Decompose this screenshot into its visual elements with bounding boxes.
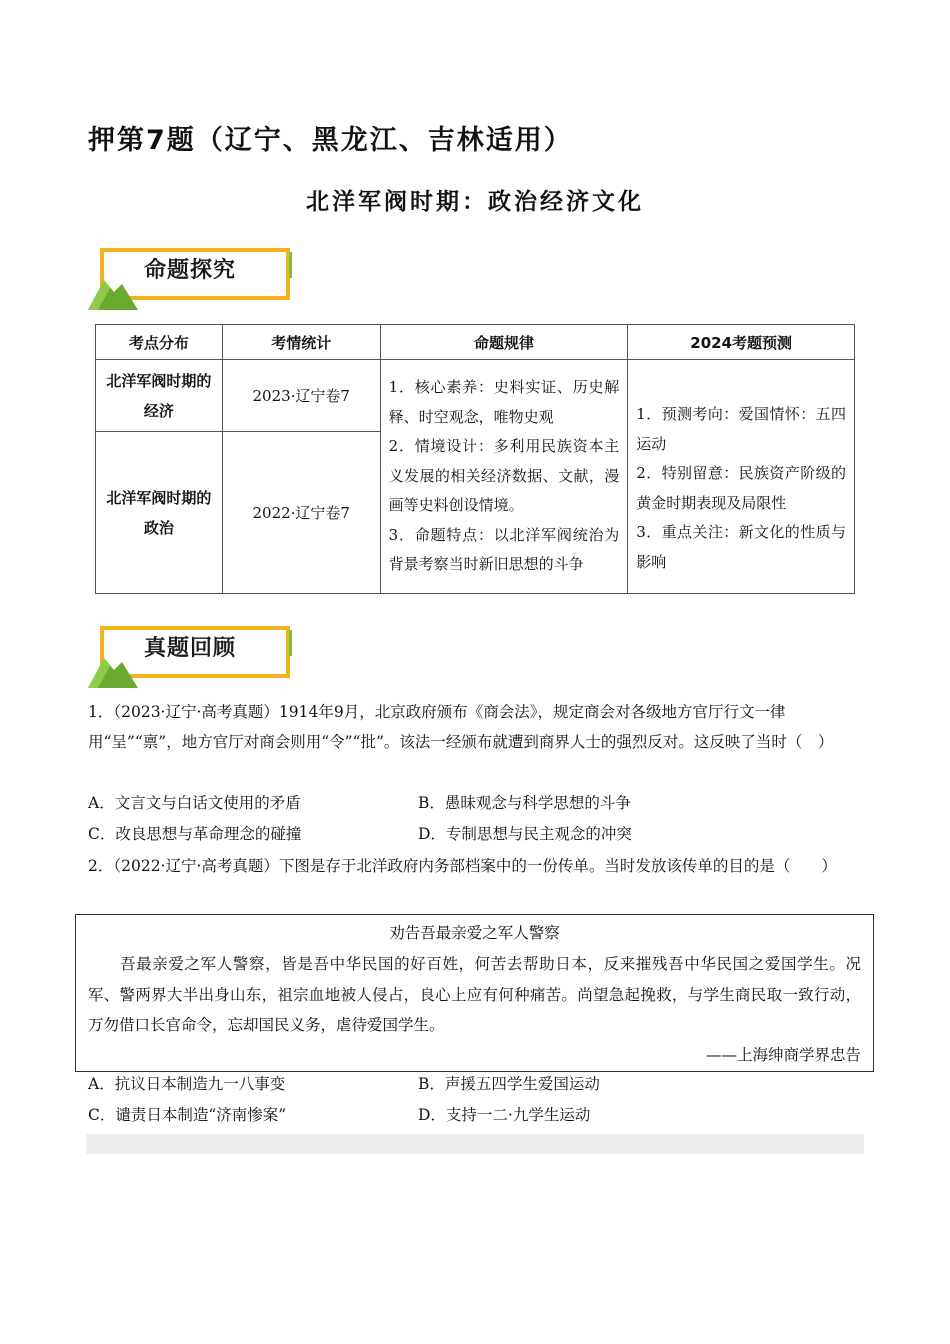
rule-item: 3．命题特点：以北洋军阀统治为背景考察当时新旧思想的斗争	[388, 525, 620, 574]
question-2-option-a[interactable]: A．抗议日本制造九一八事变	[88, 1075, 286, 1093]
question-2-option-c[interactable]: C．谴责日本制造“济南惨案”	[88, 1106, 287, 1124]
table-cell-rules	[380, 360, 628, 594]
mountain-icon	[88, 270, 138, 310]
table-cell-topic: 北洋军阀时期的政治	[96, 432, 223, 594]
page-subtitle: 北洋军阀时期：政治经济文化	[306, 189, 644, 215]
mountain-icon	[88, 648, 138, 688]
question-1-option-b[interactable]: B．愚昧观念与科学思想的斗争	[418, 794, 631, 812]
section-header-label: 命题探究	[144, 258, 237, 283]
rule-item: 2．情境设计：多利用民族资本主义发展的相关经济数据、文献，漫画等史料创设情境。	[388, 437, 620, 515]
prediction-item: 1．预测考向：爱国情怀：五四运动	[636, 405, 846, 453]
section-header-analysis	[88, 244, 298, 310]
page-title: 押第7题（辽宁、黑龙江、吉林适用）	[88, 125, 573, 156]
table-header: 命题规律	[380, 325, 628, 360]
leaflet-title: 劝告吾最亲爱之军人警察	[389, 924, 560, 942]
prediction-item: 3．重点关注：新文化的性质与影响	[636, 523, 846, 571]
table-header: 考情统计	[222, 325, 380, 360]
prediction-item: 2．特别留意：民族资产阶级的黄金时期表现及局限性	[636, 464, 846, 512]
question-2-option-d[interactable]: D．支持一二·九学生运动	[418, 1106, 591, 1124]
table-cell-stat: 2022·辽宁卷7	[222, 432, 380, 594]
question-1-option-c[interactable]: C．改良思想与革命理念的碰撞	[88, 825, 302, 843]
question-1-stem: 1．（2023·辽宁·高考真题）1914年9月，北京政府颁布《商会法》，规定商会对各级地方官厅行文一律用“呈”“禀”，地方官厅对商会则用“令”“批”。该法一经颁布就遭到商界人士的强烈反对。这反映了当时（ ）	[88, 703, 834, 751]
section-header-label: 真题回顾	[144, 636, 237, 661]
leaflet-body: 吾最亲爱之军人警察，皆是吾中华民国的好百姓，何苦去帮助日本，反来摧残吾中华民国之爱国学生。况军、警两界大半出身山东，祖宗血地被人侵占，良心上应有何种痛苦。尚望急起挽救，与学生商民取一致行动，万勿借口长官命令，忘却国民义务，虐待爱国学生。	[88, 955, 861, 1034]
table-cell-predictions	[628, 360, 855, 594]
section-header-review	[88, 622, 298, 688]
answer-area-bar	[86, 1134, 864, 1154]
table-header: 2024考题预测	[628, 325, 855, 360]
question-1-option-d[interactable]: D．专制思想与民主观念的冲突	[418, 825, 632, 843]
leaflet-signature: ——上海绅商学界忠告	[705, 1045, 861, 1064]
question-2-option-b[interactable]: B．声援五四学生爱国运动	[418, 1075, 600, 1093]
rule-item: 1．核心素养：史料实证、历史解释、时空观念，唯物史观	[388, 378, 620, 426]
table-cell-stat: 2023·辽宁卷7	[222, 360, 380, 432]
exam-analysis-table	[95, 324, 855, 594]
question-2-stem: 2．（2022·辽宁·高考真题）下图是存于北洋政府内务部档案中的一份传单。当时发放该传单的目的是（ ）	[88, 857, 837, 875]
leaflet-source-box	[75, 914, 874, 1072]
table-cell-topic: 北洋军阀时期的经济	[96, 360, 223, 432]
table-header: 考点分布	[96, 325, 223, 360]
question-1-option-a[interactable]: A．文言文与白话文使用的矛盾	[88, 794, 301, 812]
